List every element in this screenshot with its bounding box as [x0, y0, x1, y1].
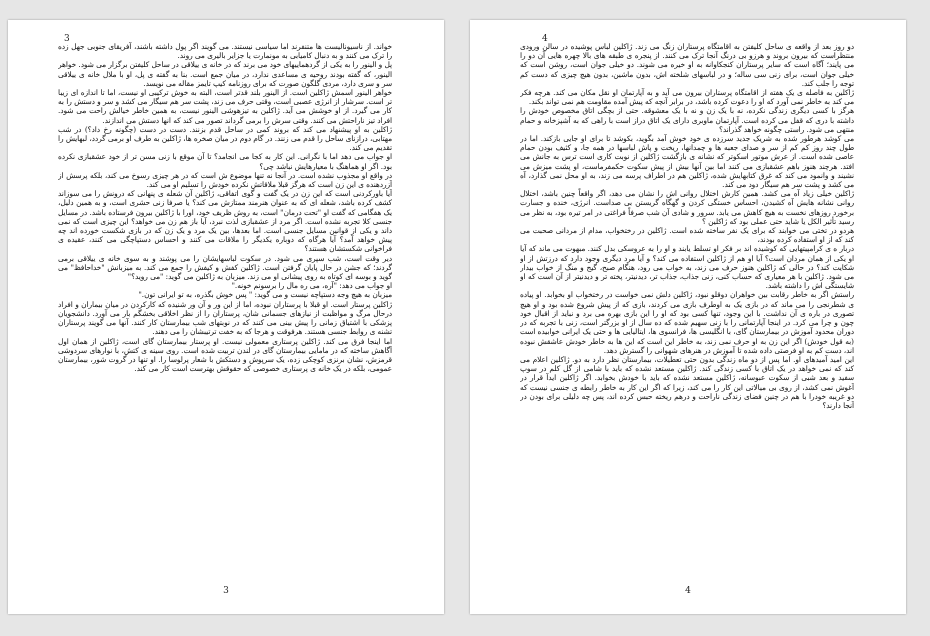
paragraph: دیر وقت است، شب سپری می شود. در سکوت لباسهایشان را می پوشند و به سوی خانه ی ییلاقی برمی گردند؛ که جشن در حال پایان گرفتن است. ژاکلین کفش و کیفش را جمع می کند. به میزبانش "خداحافظ" می گوید و بوسه ای کوتاه به روی پیشانی او می زند. میزبان به ژاکلین می گوید: "می روید؟" — [58, 253, 392, 282]
paragraph: آیا باورکردنی است که این زن در یک گفت و گوی اتفاقی، ژاکلین آن شعله ی پنهانی که درونش را می سوزاند کشف کرده باشد، شعله ای که به عنوان هنرمند ممتازش می کند؟ یا صرفا زنی حشری است، و به همین دلیل، یک هفگامی که گفت او "تحت درمان" است، به روش ظریف خود، اورا با ژاکلین بیرون فرستاده باشد. در مسایل جنسی کلا تجربه نشده است. اگر مرد از عشقبازی لذت نبرد، آیا باز هم زن می خواهد؟ این چیزی است که نمی داند و یکی از قوانین مسایل جنسی است. اما بعدها، بین یک مرد و یک زن که در بازی شکست خورده اند چه پیش خواهد آمد؟ آیا هرگاه که دوباره یکدیگر را ملاقات می کنند و احساس دستپاچگی می کنند، عقیده ی فراخوانی شکستشان هستند؟ — [58, 189, 392, 254]
paragraph: میزبان به هیچ وجه دستپاچه نیست و می گوید: " پس خوش بگذره، به تو ایرانی تون." — [138, 290, 392, 300]
paragraph: دو روز بعد از واقعه ی ساحل کلیفتن به اقامتگاه پرستاران زنگ می زند. ژاکلین لباس پوشیده در سالن ورودی منتظراست که بیرون بروند و هرزو بی درنگ آنجا ترک می کنند. از پنجره ی طبقه های بالا چهره هایی آن دو را می پایند؛ آگاه است که سایر پرستاران کنجکاوانه به او خیره می شوند. دو خیلی جوان است، روشن است که خیلی جوان است، برای زنی سی ساله؛ و در لباسهای شلخته اش، بدون ماشین، بدون هیچ چیزی که دست کم توجه را جلب کند. — [520, 42, 854, 88]
paragraph: هرگز با کسی دیگری زندگی نکرده، نه با یک زن و نه با یک معشوقه. حتی از بچگی اتاق مخصوص خودش را داشته با دری که قفل می کرده است. آپارتمان ماوبری دارای یک اتاق دراز است با راهی که به آشپزخانه و حمام منتهی می شود. راستی چگونه خواهد گذراند؟ — [520, 106, 854, 134]
paragraph: هردو در تختی می خوابند که برای یک نفر ساخته شده است. ژاکلین در رختخواب، مدام از مردانی صحبت می کند که از او استفاده کرده بودند، — [520, 226, 854, 245]
paragraph: خواند. از ناسیونالیست ها متنفرند اما سیاسی نیستند. می گویند اگر پول داشته باشند، آفریقای جنوبی جهل زده را ترک می کنند و به دنبال کامیابی به مونمارت یا جزایر بالیری می روند. — [58, 42, 392, 61]
document-page-left — [8, 20, 444, 614]
document-page-right — [470, 20, 906, 614]
paragraph: ژاکلین به فاصله ی یک هفته از اقامتگاه پرستاران بیرون می آید و به آپارتمان او نقل مکان می کند. هرچه فکر می کند به خاطر نمی آورد که او را دعوت کرده باشد، در برابر آنچه که پیش آمده مقاومت هم نمی تواند بکند. — [520, 88, 854, 107]
paragraph: در واقع او مجذوب نشده است. در آنجا نه تنها موضوع ش است که در هر چیزی رسوخ می کند، بلکه پرسش از آزردهنده ی این زن است که هرگز قبلا ملاقاتش نکرده خودش را تسلیم او می کند. — [58, 170, 392, 190]
paragraph: خواهر الینور اسمش ژاکلین است. از الینور بلند قدتر است، البته به خوش ترکیبی او نیست، اما تا اندازه ای زیبا تر است. سرشار از انرژی عصبی است، وقتی حرف می زند، پشت سر هم سیگار می کشد و سر و دستش را به کار می گیرد. از او خوشش می آید. ژاکلین به تیزهوشی الینور نیست، به همین خاطر خیالش راحت می شود. افراد تیز ناراحتش می کنند. وقتی سرش را برمی گرداند تصور می کند که انها دستش می اندازند. — [58, 88, 392, 125]
page-number-top: 4 — [542, 34, 548, 44]
page-number-top: 3 — [64, 34, 70, 44]
page-body-text — [520, 42, 854, 574]
paragraph: ژاکلین پرستار است. او قبلا با پرستاران نبوده، اما از این ور و آن ور شنیده که کارکردن در میان بیماران و افراد درحال مرگ و مواظبت از نیازهای جسمانی شان، پرستاران را از نظر اخلاقی بخشگم بار می آورد. دانشجویان پزشکی با اشتیاق زمانی را پیش بینی می کنند که در نوبتهای شب بیمارستان کار کنند. آنها می گویند پرستاران تشنه ی روابط جنسی هستند. هرفوقت و هرجا که به خفت ترتیبشان را می دهند. — [58, 299, 392, 337]
paragraph: او جواب می دهد: "آره، می ره مال را برسونم خونه." — [231, 281, 392, 291]
paragraph: می کوشد هرطور شده به شریک جدید سرزده ی خود خوش آمد بگوید، بکوشد تا برای او جایی بازکند. اما در طول چند روز کم کم از سر و صدای جعبه ها و چمدانها، ریخت و پاش لباسها در همه جا، و کثیف بودن حمام عاصی شده است. از عرش موتور اسکوتر که نشانه ی بازگشت ژاکلین از نوبت کاری است ترس به جانش می افتد. هرچند هنوز باهم عشقبازی می کنند اما بین آنها بیش از پیش سکوت حکمفرماست، او پشت میزش می نشیند و وانمود می کند که غرق کتابهایش شده، ژاکلین هم در اطراف پرسه می زند، به او محل نمی گذارد، آه می کشد و پشت سر هم سیگار دود می کند. — [520, 134, 854, 190]
page-number-bottom: 3 — [223, 586, 229, 596]
paragraph: ژاکلین به او پیشنهاد می کند که بروند کمی در ساحل قدم بزنند. دست در دست (چگونه رخ داد؟) در شب مهتابی، درازنای ساحل را قدم می زنند. در گام دوم در میان صخره ها، ژاکلین به طرف او برمی گردد، لبهایش را تقدیم می کند. — [58, 124, 392, 153]
paragraph: دربار ه ی کرامپیتهایی که کوشیده اند بر فکر او تسلط یابند و او را به عروسکی بدل کنند. مبهوت می ماند که آیا او یکی از همان مردان است؟ آیا او هم از ژاکلین استفاده می کند؟ و آیا مرد دیگری وجود دارد که درزتش از او شکایت کند؟ در حالی که ژاکلین هنوز حرف می زند، به خواب می رود، هنگام صبح، گیج و منگ از خواب بیدار می شود. ژاکلین با هر معیاری که حساب کنی، زنی جذاب، جذاب تر، دیدنیتر، پخته تر و دیدنیتر از آن است که او شایستگی اش را داشته باشد. — [520, 244, 854, 291]
paragraph: ژاکلین خیلی زیاد آه می کشد. همین کارش اختلال روانی اش را نشان می دهد، اگر واقعاً چنین باشد، اختلال روانی نشانه هایش آه کشیدن، احساس خستگی کردن و گهگاه گریستن بی صداست. انرژی، خنده و جسارت برخورد روزهای نخست به هیچ کاهش می یابد. سرور و شادی آن شب صرفاً فراغتی در امر تیره بود، به نظر می رسید تأثیر الکل یا شاید حتی عملی بود که ژاکلین ؟ — [520, 189, 854, 226]
paragraph: پل و الینور را به یکی از گردهماییهای خود می برند که در خانه ی ییلاقی در ساحل کلیفتن برگزار می شود. خواهر الینور، که گفته بودند روحیه ی مساعدی ندارد، در میان جمع است. بنا به گفته ی پل، او با ملال خانه ی ییلاقی سر و سری دارد، مردی گلگون صورت که برای روزنامه کیپ تایمز مقاله می نویسد. — [58, 60, 392, 88]
page-body-text — [58, 42, 392, 574]
paragraph: او جواب می دهد اما با نگرانی. این کار به کجا می انجامد؟ تا آن موقع با زنی مسن تر از خود عشقبازی نکرده بود. اگر او هماهنگ با معیارهایش نباشد چی؟ — [58, 152, 392, 171]
paragraph: اما اینجا فرق می کند. ژاکلین پرستاری معمولی نیست. او پرستار بیمارستان گای است، ژاکلین از همان اول آگاهش ساخته که در مامایی بیمارستان گای در لندن تربیت شده است. روی سینه ی کتش، با نوارهای سردوشی قرمزش، نشان برنزی کوچکی زده، یک سرپوش و دستکش با شعار پرلوسا را. او تنها در گروت شور، بیمارستان عمومی، بلکه در یک خانه ی پرستاری خصوصی که حقوقش بهترست است کار می کند. — [58, 336, 392, 374]
paragraph: این امید آمیدهای او. اما پس از دو ماه زندگی بدون حتی تعطیلات، بیمارستان نظر دارد به دو. ژاکلین اعلام می کند که نمی خواهد در یک اتاق با کسی زندگی کند. ژاکلین مستعد نشده که باید با شامی از گل کلم در سوپ سفید و بعد شبی از سکوت عبوسانه، ژاکلین مستعد نشده که باید با خودش بخوابد. اگر ژاکلین ایدآ قرار در آغوش نمی کشد، از روی بی میالاتی این کار را می کند، زیرا که اگر این کار به خاطر رابطه ی جنسی نیست که دو غریبه خودرا با هم در چنین فضای زندگی ناراحت و درهم ریخته حبس کرده اند، پس چه دلیلی برای بودن در آنجا دارند؟ — [520, 354, 854, 410]
page-number-bottom: 4 — [685, 586, 691, 596]
paragraph: راستش اگر به خاطر رقابت بین خواهران دوقلو نبود، ژاکلین دلش نمی خواست در رختخواب او بخوابد. او پیاده ی شطرنجی را می ماند که در بازی یک به اوطرف بازی می کردند، بازی که از پیش شروع شده بود و او هیچ تصوری در باره ی آن نداشت. با این وجود، تنها کسی بود که او را این بازی بهره می برد و نباید از اقبال خود چون و چرا می کرد. در اینجا آپارتمانی را با زنی سهیم شده که ده سال از او بزرگتر است، زنی با تجربه که در دوران محدود آموزش در بیمارستان گای، با انگلیسی ها، فرانسوی ها، ایتالیایی ها و حتی یک ایرانی خوابیده است (به قول خودش) اگر این زن به او حرف نمی زند، به خاطر این است که این ها به خاطر خودش عاشقش نبوده اند، دست کم به او فرصتی داده شده تا آموزش در هنرهای شهوانی را گسترش دهد. — [520, 290, 854, 355]
